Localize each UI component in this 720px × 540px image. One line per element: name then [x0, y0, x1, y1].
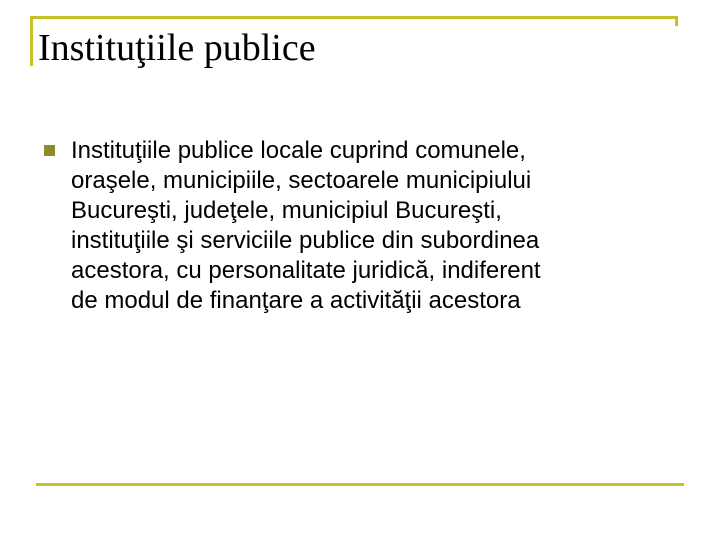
square-bullet-icon	[44, 145, 55, 156]
bullet-text-line: acestora, cu personalitate juridică, indiferent	[71, 257, 541, 284]
bullet-text-line: Bucureşti, judeţele, municipiul Bucureşti,	[71, 197, 502, 224]
frame-left-line	[30, 16, 33, 66]
bullet-text	[71, 136, 684, 316]
bullet-text-line: instituţiile şi serviciile publice din subordinea	[71, 227, 540, 254]
frame-right-line	[675, 16, 678, 26]
bullet-text-line: de modul de finanţare a activităţii acestora	[71, 287, 521, 314]
bullet-text-line: Instituţiile publice locale cuprind comunele,	[71, 137, 526, 164]
frame-top-line	[30, 16, 678, 19]
bullet-text-line: oraşele, municipiile, sectoarele municipiului	[71, 167, 532, 194]
frame-bottom-line	[36, 483, 684, 486]
slide-title: Instituţiile publice	[38, 27, 316, 69]
